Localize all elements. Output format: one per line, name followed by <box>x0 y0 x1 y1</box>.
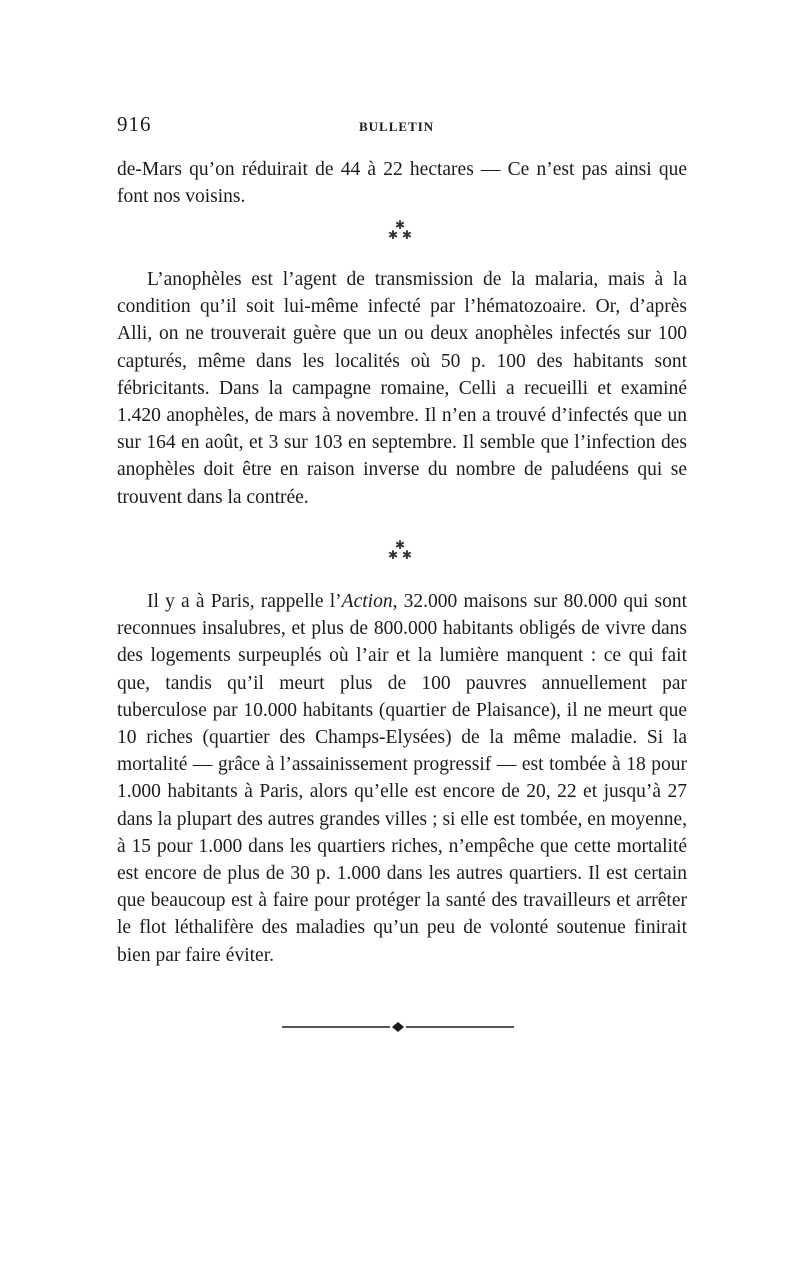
page-number: 916 <box>117 112 152 136</box>
page-header <box>117 112 687 138</box>
asterism-bottom-stars: ✱ ✱ <box>388 228 412 242</box>
paragraph-3-rest: , 32.000 maisons sur 80.000 qui sont reconnues insalubres, et plus de 800.000 habitants obligés de vivre dans des logements surpeuplés où l’air et la lumière manquent : ce qui fait que, tandis qu’il meurt plus de 100 pauvres annuellement par tuberculose par 10.000 habitants (quartier de Plaisance), il ne meurt que 10 riches (quartier des Champs-Elysées) de la même maladie. Si la mortalité — grâce à l’assainissement progressif — est tombée à 18 pour 1.000 habitants à Paris, alors qu’elle est encore de 20, 22 et jusqu’à 27 dans la plupart des autres grandes villes ; si elle est tombée, en moyenne, à 15 pour 1.000 dans les quartiers riches, n’empêche que cette mortalité est encore de plus de 30 p. 1.000 dans les autres quartiers. Il est certain que beaucoup est à faire pour protéger la santé des travailleurs et arrêter le flot léthalifère des maladies qu’un peu de volonté soutenue finirait bien par faire éviter. <box>117 591 687 966</box>
asterism-top-star: ✱ <box>394 218 406 232</box>
journal-title: Action <box>341 591 393 612</box>
paragraph-1: de-Mars qu’on réduirait de 44 à 22 hectares — Ce n’est pas ainsi que font nos voisins. <box>117 159 687 208</box>
asterism-top-star: ✱ <box>394 538 406 552</box>
diamond-rule-icon <box>282 1022 514 1032</box>
asterism-icon <box>340 540 460 560</box>
asterism-icon <box>340 220 460 240</box>
paragraph-3-start: Il y a à Paris, rappelle l’ <box>147 591 342 612</box>
asterism-bottom-stars: ✱ ✱ <box>388 548 412 562</box>
paragraph-3 <box>117 588 687 969</box>
paragraph-2: L’anophèles est l’agent de transmission de la malaria, mais à la condition qu’il soit lui-même infecté par l’hématozoaire. Or, d’après Alli, on ne trouverait guère que un ou deux anophèles infectés sur 100 capturés, même dans les localités où 50 p. 100 des habitants sont fébricitants. Dans la campagne romaine, Celli a recueilli et examiné 1.420 anophèles, de mars à novembre. Il n’en a trouvé d’infectés que un sur 164 en août, et 3 sur 103 en septembre. Il semble que l’infection des anophèles doit être en raison inverse du nombre de paludéens qui se trouvent dans la contrée. <box>117 269 687 508</box>
running-head: BULLETIN <box>359 119 435 134</box>
rule-diamond <box>392 1022 404 1032</box>
